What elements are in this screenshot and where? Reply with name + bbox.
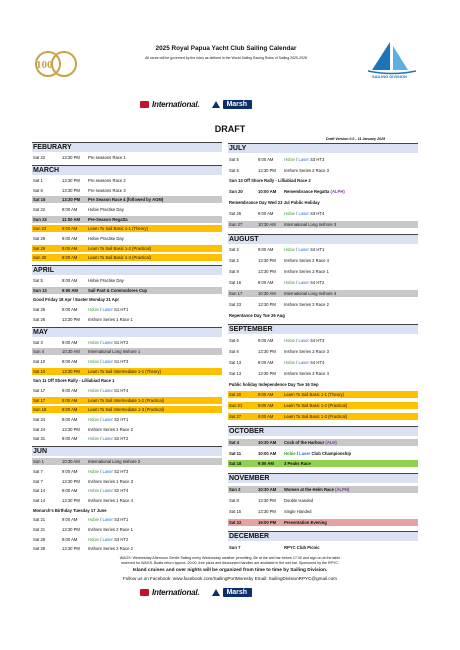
event-row <box>32 397 222 404</box>
month-heading <box>228 426 418 436</box>
month-label: MARCH <box>33 167 60 175</box>
event-date: Sat 27 <box>229 414 242 420</box>
event-row <box>32 497 222 504</box>
event-row <box>32 196 222 203</box>
event-title: Women at the Helm Race (ALPH) <box>284 487 350 492</box>
event-title: Hobie / Laser S2 HT4 <box>88 488 129 494</box>
event-title: Pre seasons Race 2 <box>88 177 126 183</box>
event-title: Hobie / Laser S3 HT4 <box>284 211 325 216</box>
event-title: Learn To Sail Basic 1-3 (Practical) <box>88 255 151 261</box>
event-time: 9:00 AM <box>258 403 274 409</box>
event-date: Sat 2 <box>229 258 239 264</box>
event-time: 9:00 AM <box>62 468 78 474</box>
event-title: Learn To Sail Basic 1-3 (Practical) <box>284 414 347 420</box>
event-time: 10:30 AM <box>258 487 277 492</box>
month-label: MAY <box>33 328 48 336</box>
left-column <box>32 141 222 555</box>
event-time: 13:30 PM <box>62 426 80 432</box>
event-date: Sun 4 <box>33 349 44 355</box>
marsh-logo-icon <box>212 589 220 596</box>
event-time: 9:00 AM <box>258 280 274 285</box>
event-time: 9:00 AM <box>62 235 78 241</box>
event-title: Inshore Series 3 Race 3 <box>284 349 329 354</box>
marsh-logo-icon <box>212 101 220 108</box>
event-date: Sat 10 <box>33 368 46 374</box>
sponsor-marsh: Marsh <box>223 588 252 597</box>
event-title: Learn To Sail Intermediate 1-3 (Practical) <box>88 407 165 413</box>
event-date: Sat 14 <box>33 497 46 503</box>
event-row <box>228 221 418 228</box>
event-title: Hobie / Laser S1 HT2 <box>88 339 129 345</box>
event-time: 13:30 PM <box>62 197 81 203</box>
event-row <box>32 206 222 213</box>
event-title: Pre-Season Regatta <box>88 216 128 222</box>
event-note: Remembrance Day Wed 23 Jul Public Holiday <box>229 200 320 206</box>
event-time: 9:00 AM <box>62 339 78 345</box>
draft-heading: DRAFT <box>214 124 246 134</box>
event-row <box>32 358 222 365</box>
month-heading <box>228 531 418 541</box>
event-date: Sat 13 <box>229 370 242 376</box>
event-date: Sat 21 <box>33 526 46 532</box>
event-date: Sat 26 <box>229 211 242 216</box>
event-date: Sat 14 <box>33 488 46 494</box>
event-row <box>228 210 418 217</box>
event-time: 10:00 AM <box>258 189 277 195</box>
event-row <box>32 277 222 284</box>
event-date: Sat 5 <box>229 156 239 162</box>
event-row <box>32 468 222 475</box>
event-title: Learn To Sail Basic 1-2 (Practical) <box>284 403 347 409</box>
month-label: JULY <box>229 144 247 152</box>
event-date: Sat 26 <box>33 307 46 313</box>
event-title: Inshore Series 1 Race 1 <box>88 316 133 322</box>
event-date: Sun 20 <box>229 189 243 195</box>
event-time: 13:30 PM <box>258 301 276 307</box>
event-row <box>32 507 222 514</box>
event-time: 9:00 AM <box>62 417 78 423</box>
event-note: Good Friday 18 Apr / Easter Monday 21 Apr <box>33 297 120 303</box>
event-title: Inshore Series 1 Race 2 <box>88 426 133 432</box>
event-row <box>32 426 222 433</box>
month-label: JUN <box>33 448 48 456</box>
event-time: 13:30 PM <box>62 187 80 193</box>
event-title: Learn To Sail Basic 1-1 (Theory) <box>284 392 344 398</box>
event-date: Sat 6 <box>229 349 239 354</box>
event-time: 13:30 PM <box>258 508 276 514</box>
event-date: Sat 23 <box>229 301 242 307</box>
month-label: SEPTEMBER <box>229 326 273 334</box>
event-row <box>228 439 418 446</box>
event-row <box>228 301 418 308</box>
event-row <box>32 377 222 384</box>
event-note: Sun 11 Off Shore Rally - Lilliabiad Race 1 <box>33 378 115 384</box>
event-date: Sun 18 <box>33 407 47 413</box>
event-row <box>32 435 222 442</box>
sailing-division-logo <box>360 40 424 80</box>
event-time: 9:00 AM <box>62 536 78 542</box>
event-row <box>32 235 222 242</box>
month-heading <box>228 234 418 244</box>
event-row <box>32 458 222 465</box>
event-date: Sat 10 <box>33 358 46 364</box>
event-note: Sun 13 Off Shore Rally - Lilliabiad Race 2 <box>229 178 311 184</box>
event-time: 11:00 AM <box>62 216 80 222</box>
sponsor-marsh: Marsh <box>223 100 252 109</box>
event-time: 9:00 AM <box>62 287 78 293</box>
month-heading <box>32 265 222 275</box>
event-title: Learn To Sail Basic 1-2 (Practical) <box>88 245 151 251</box>
event-row <box>32 516 222 523</box>
event-title: Hobie / Laser S1 HT1 <box>88 307 129 313</box>
wags-note-line-1: WAGS: Wednesday Afternoon Gentle Sailing every Wednesday weather permitting. Be at the wet bar before 17:30 and sign on at the table <box>119 556 341 560</box>
event-date: Sat 7 <box>33 468 43 474</box>
event-title: Hobie / Laser S4 HT3 <box>284 338 325 344</box>
month-label: AUGUST <box>229 235 259 243</box>
event-time: 9:00 AM <box>62 226 78 232</box>
event-date: Sun 2 <box>229 487 241 492</box>
event-date: Sun 30 <box>33 255 47 261</box>
event-row <box>228 337 418 344</box>
event-title: Hobie / Laser S1 HT3 <box>88 358 129 364</box>
event-date: Sat 17 <box>33 397 46 403</box>
event-title: Hobie / Laser S4 HT4 <box>284 359 325 365</box>
event-date: Sat 22 <box>33 206 46 212</box>
event-time: 13:30 PM <box>258 497 276 503</box>
event-date: Sat 7 <box>33 478 43 484</box>
month-label: APRIL <box>33 267 54 275</box>
event-title: Hobie Practise Day <box>88 278 124 284</box>
event-time: 9:00 AM <box>62 255 78 261</box>
event-time: 9:00 AM <box>62 488 78 494</box>
event-row <box>228 348 418 355</box>
international-flag-icon <box>140 589 149 596</box>
event-time: 13:30 PM <box>258 349 276 354</box>
event-date: Sat 15 <box>33 197 46 203</box>
event-date: Sat 4 <box>229 439 240 445</box>
event-row <box>228 391 418 398</box>
event-title: Hobie / Laser S1 HT4 <box>88 387 129 393</box>
sponsor-bar-bottom <box>140 588 252 597</box>
month-label: DECEMBER <box>229 533 270 541</box>
event-time: 9:00 AM <box>258 211 274 216</box>
event-time: 10:30 AM <box>62 459 80 465</box>
month-label: OCTOBER <box>229 427 264 435</box>
event-row <box>32 225 222 232</box>
month-label: NOVEMBER <box>229 475 270 483</box>
event-row <box>32 416 222 423</box>
event-note: Public holiday Independence Day Tue 16 Sep <box>229 381 319 387</box>
svg-text:100: 100 <box>36 59 53 71</box>
event-title: International Long Inshore 3 <box>284 221 337 227</box>
event-title: International Long Inshore 1 <box>88 349 141 355</box>
event-date: Sat 13 <box>229 359 242 365</box>
event-date: Sat 28 <box>33 546 46 552</box>
event-row <box>32 545 222 552</box>
event-time: 13:30 PM <box>258 370 276 376</box>
event-date: Sat 5 <box>229 167 239 173</box>
event-note: Repentance Day Tue 26 Aug <box>229 312 285 318</box>
event-title: Inshore Series 3 Race 2 <box>284 301 329 307</box>
event-title: Hobie / Laser S3 HT3 <box>284 156 325 162</box>
event-row <box>32 254 222 261</box>
event-title: Inshore Series 2 Race 1 <box>88 526 133 532</box>
event-time: 10:30 AM <box>62 349 80 355</box>
event-row <box>228 246 418 253</box>
sponsor-international: International. <box>152 588 200 597</box>
right-column <box>228 141 418 555</box>
event-row <box>228 544 418 551</box>
event-date: Sat 15 <box>229 508 242 514</box>
event-row <box>32 387 222 394</box>
month-label: FEBURARY <box>33 144 72 152</box>
event-title: Cock of the Harbour (ALH) <box>284 439 337 445</box>
event-row <box>32 406 222 413</box>
event-title: Single Handed <box>284 508 312 514</box>
event-row <box>228 167 418 174</box>
event-title: Inshore Series 1 Race 4 <box>88 497 133 503</box>
event-date: Sun 17 <box>229 290 243 296</box>
event-row <box>32 536 222 543</box>
sponsor-bar-top <box>140 100 252 109</box>
month-heading <box>228 473 418 483</box>
event-time: 9:00 AM <box>62 358 78 364</box>
event-date: Sun 27 <box>229 221 243 227</box>
rules-subtitle: All races will be governed by the rules as defined in the World Sailing Racing Rules of Sailing 2025-2028 <box>145 56 307 60</box>
event-row <box>228 450 418 457</box>
event-title: Learn To Sail Basic 1-1 (Theory) <box>88 226 148 232</box>
event-row <box>32 348 222 355</box>
event-date: Sat 28 <box>33 536 46 542</box>
event-title: Hobie / Laser S4 HT2 <box>284 280 325 285</box>
event-time: 10:30 AM <box>258 439 277 445</box>
event-time: 10:30 AM <box>258 221 276 227</box>
club-centenary-logo <box>34 44 86 84</box>
event-time: 9:00 AM <box>258 156 274 162</box>
event-note: Monarch's Birthday Tuesday 17 June <box>33 507 107 513</box>
event-title: Hobie Practise Day <box>88 235 124 241</box>
island-cruises-note: Island cruises and over nights will be organized from time to time by Sailing Division. <box>132 568 328 573</box>
event-title: Hobie / Laser Club Championship <box>284 450 352 456</box>
event-time: 13:30 PM <box>62 497 80 503</box>
event-row <box>228 460 418 467</box>
event-row <box>228 486 418 493</box>
event-title: Hobie / Laser S3 HT2 <box>88 536 129 542</box>
event-row <box>32 287 222 294</box>
event-row <box>32 306 222 313</box>
event-date: Sat 29 <box>33 235 46 241</box>
event-date: Sun 13 <box>33 287 47 293</box>
event-date: Sat 21 <box>33 517 46 523</box>
event-title: International Long Inshore 2 <box>88 459 141 465</box>
event-row <box>228 381 418 388</box>
event-title: RPYC Club Picnic <box>284 545 320 551</box>
event-time: 13:30 PM <box>62 368 80 374</box>
event-row <box>228 257 418 264</box>
event-title: Pre seasons Race 1 <box>88 155 126 161</box>
event-time: 9:00 AM <box>258 338 274 344</box>
event-time: 10:30 AM <box>258 290 276 296</box>
event-row <box>32 296 222 303</box>
event-time: 13:30 PM <box>62 177 80 183</box>
event-date: Sat 6 <box>229 338 239 344</box>
event-title: Inshore Series 1 Race 3 <box>88 478 133 484</box>
event-date: Sat 31 <box>33 436 46 442</box>
event-row <box>228 413 418 420</box>
event-time: 13:30 PM <box>62 526 80 532</box>
event-row <box>228 279 418 286</box>
month-heading <box>32 142 222 152</box>
event-time: 9:00 AM <box>258 461 274 467</box>
event-time: 9:00 AM <box>62 206 78 212</box>
event-date: Sun 23 <box>33 226 47 232</box>
event-date: Sat 22 <box>229 519 242 525</box>
event-time: 10:00 AM <box>258 450 277 456</box>
event-date: Sat 8 <box>33 187 43 193</box>
event-time: 9:00 AM <box>62 387 78 393</box>
event-date: Sat 8 <box>229 497 239 503</box>
event-date: Sat 24 <box>33 417 46 423</box>
event-title: Hobie Practise Day <box>88 206 124 212</box>
event-date: Sat 3 <box>33 339 43 345</box>
svg-text:SAILING DIVISION: SAILING DIVISION <box>372 74 407 79</box>
event-date: Sat 2 <box>229 247 239 253</box>
event-time: 9:00 AM <box>258 414 274 420</box>
event-date: Sun 1 <box>33 459 44 465</box>
event-date: Sat 24 <box>33 426 46 432</box>
event-date: Sun 21 <box>229 403 243 409</box>
event-row <box>32 487 222 494</box>
event-time: 9:00 AM <box>62 397 78 403</box>
event-title: International Long Inshore 4 <box>284 290 337 296</box>
event-title: Inshore Series 2 Race 2 <box>88 546 133 552</box>
event-date: Sat 9 <box>229 269 239 275</box>
event-title: Pre seasons Race 3 <box>88 187 126 193</box>
event-date: Sat 16 <box>229 280 242 285</box>
event-row <box>32 154 222 161</box>
event-date: Sat 20 <box>229 392 242 398</box>
event-row <box>228 268 418 275</box>
event-date: Sun 23 <box>33 216 47 222</box>
event-date: Sat 11 <box>229 450 242 456</box>
event-time: 13:30 PM <box>62 316 80 322</box>
event-title: Learn To Sail Intermediate 1-1 (Theory) <box>88 368 162 374</box>
event-time: 13:30 PM <box>258 258 276 264</box>
event-row <box>32 245 222 252</box>
event-time: 9:00 AM <box>258 247 274 253</box>
event-row <box>228 508 418 515</box>
event-date: Sat 26 <box>33 316 46 322</box>
event-row <box>228 290 418 297</box>
event-row <box>32 526 222 533</box>
event-row <box>228 497 418 504</box>
event-date: Sat 17 <box>33 387 46 393</box>
event-title: Hobie / Laser S2 HT3 <box>88 468 129 474</box>
event-row <box>32 478 222 485</box>
event-title: Hobie / Laser S4 HT1 <box>284 247 325 253</box>
month-heading <box>228 324 418 334</box>
event-title: Inshore Series 2 Race 3 <box>284 167 329 173</box>
event-row <box>32 177 222 184</box>
event-date: Sat 18 <box>229 461 242 467</box>
event-date: Sat 5 <box>33 278 43 284</box>
month-heading <box>32 165 222 175</box>
event-row <box>32 339 222 346</box>
event-title: Learn To Sail Intermediate 1-2 (Practical) <box>88 397 165 403</box>
calendar-title: 2025 Royal Papua Yacht Club Sailing Calendar <box>155 45 297 52</box>
event-time: 9:00 AM <box>62 307 78 313</box>
event-time: 13:30 PM <box>62 546 80 552</box>
international-flag-icon <box>140 101 149 108</box>
event-time: 9:00 AM <box>258 392 274 398</box>
event-title: Sail Past & Commodores Cup <box>88 287 148 293</box>
event-title: 3 Peaks Race <box>284 461 311 467</box>
month-heading <box>32 446 222 456</box>
event-row <box>228 519 418 526</box>
event-title: Inshore Series 3 Race 1 <box>284 269 329 275</box>
event-time: 19:00 PM <box>258 519 277 525</box>
event-row <box>228 312 418 319</box>
event-time: 9:00 AM <box>62 436 78 442</box>
wags-note <box>32 556 428 566</box>
event-row <box>228 188 418 195</box>
event-row <box>228 370 418 377</box>
event-time: 9:00 AM <box>62 407 78 413</box>
facebook-contact: Follow us on Facebook: www.facebook.com/SailingPortMoresby Email: SailingDivisionRPYC@gmail.com <box>122 576 338 581</box>
event-row <box>228 359 418 366</box>
event-time: 13:30 PM <box>258 167 276 173</box>
event-time: 9:00 AM <box>258 359 274 365</box>
wags-note-line-2: reserved for WAGS. Boats return approx. 20:00, free pizza and discounted handles are available in the wet bar. Sponsored by the RPYC. <box>120 561 339 565</box>
event-time: 9:00 AM <box>62 517 78 523</box>
event-date: Sun 7 <box>229 545 241 551</box>
month-heading <box>228 143 418 153</box>
event-date: Sat 22 <box>33 155 46 161</box>
event-row <box>228 177 418 184</box>
event-title: Hobie / Laser S2 HT1 <box>88 417 129 423</box>
event-row <box>228 199 418 206</box>
event-title: Remembrance Regatta (ALPH) <box>284 189 345 195</box>
event-row <box>32 187 222 194</box>
month-heading <box>32 327 222 337</box>
event-title: Hobie / Laser S2 HT2 <box>88 436 129 442</box>
event-row <box>228 402 418 409</box>
event-time: 13:30 PM <box>258 269 276 275</box>
event-time: 13:30 PM <box>62 155 80 161</box>
event-row <box>32 216 222 223</box>
event-time: 9:00 AM <box>62 278 78 284</box>
event-date: Sat 29 <box>33 245 46 251</box>
version-label: Draft Version 0.0 - 11 January 2025 <box>326 137 386 141</box>
event-time: 13:30 PM <box>62 478 80 484</box>
sponsor-international: International. <box>152 100 200 109</box>
event-title: Presentation Evening <box>284 519 327 525</box>
event-row <box>228 156 418 163</box>
event-time: 9:00 AM <box>62 245 78 251</box>
event-title: Double Handed <box>284 497 314 503</box>
event-title: Inshore Series 2 Race 4 <box>284 258 329 264</box>
event-date: Sat 1 <box>33 177 43 183</box>
event-title: Inshore Series 3 Race 4 <box>284 370 329 376</box>
event-row <box>32 316 222 323</box>
event-row <box>32 368 222 375</box>
event-title: Hobie / Laser S3 HT1 <box>88 517 129 523</box>
event-title: Pre Season Race 4 (followed by AGM) <box>88 197 164 203</box>
